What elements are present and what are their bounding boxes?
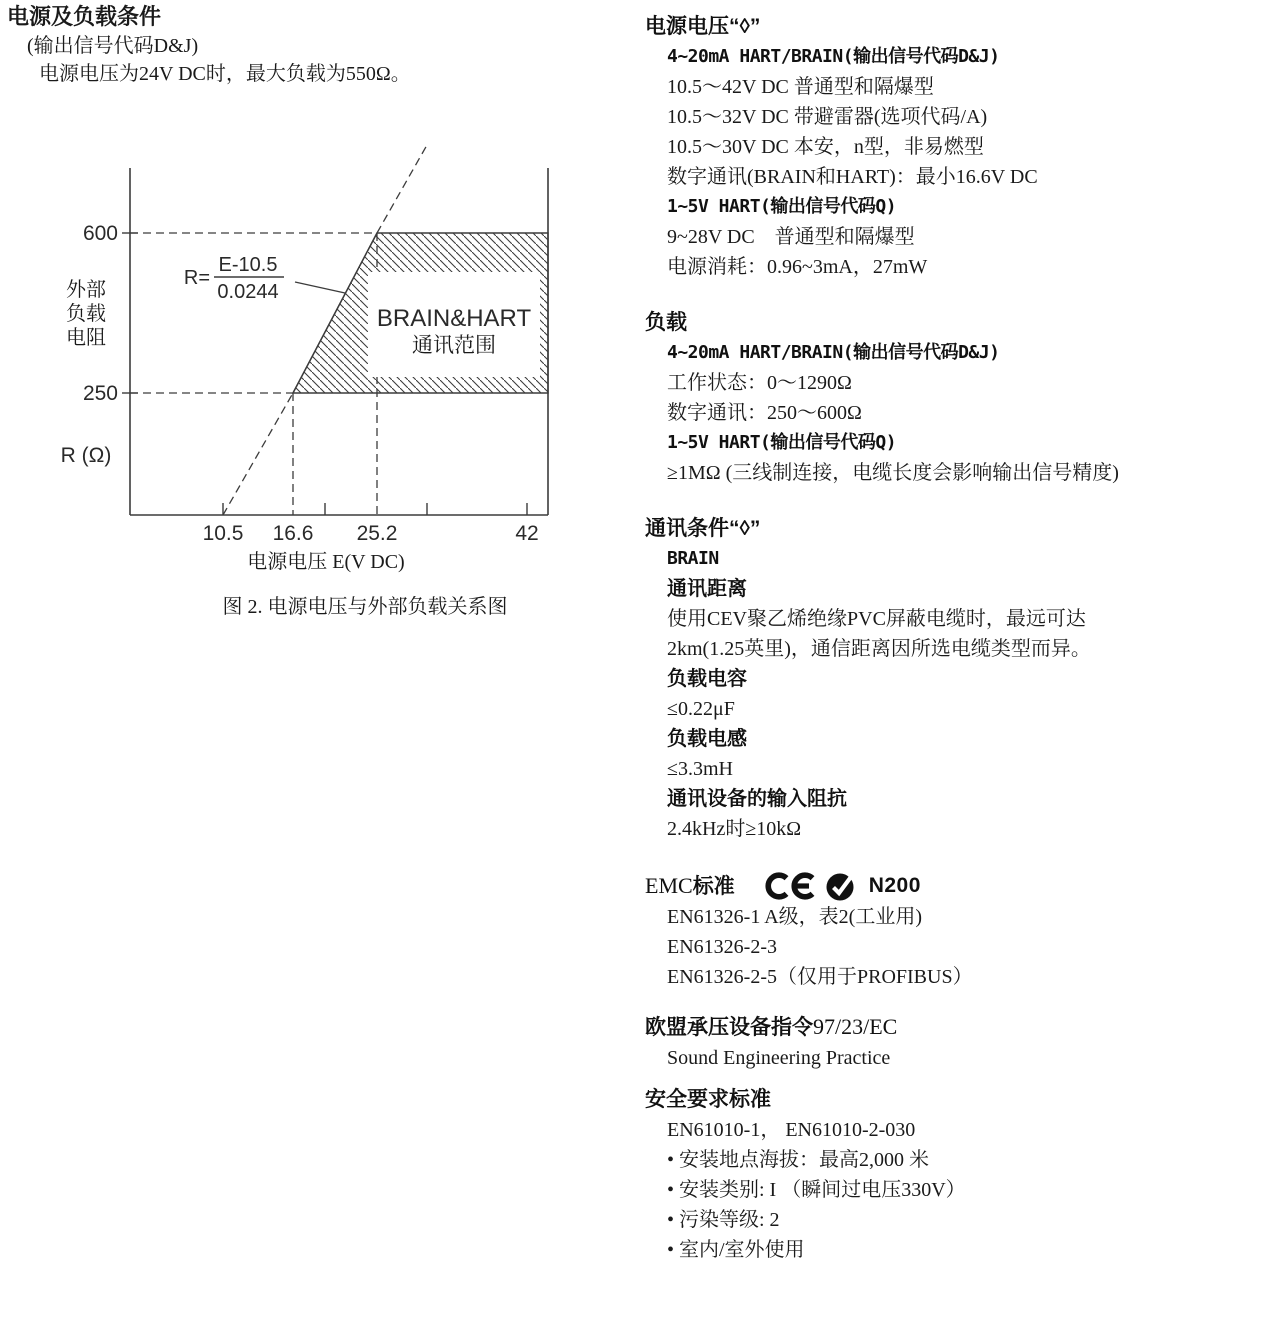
spec-line: 通讯距离 (667, 578, 747, 600)
spec-line: 2.4kHz时≥10kΩ (667, 818, 802, 840)
spec-line: ≤0.22μF (667, 698, 735, 720)
xlabel-25_2: 25.2 (356, 522, 398, 545)
certification-logos (763, 870, 921, 902)
x-axis-label: 电源电压 E(V DC) (247, 551, 405, 573)
section-heading: 负载 (645, 311, 687, 334)
spec-line: 1~5V HART(输出信号代码Q) (667, 432, 897, 453)
spec-line: 工作状态：0～1290Ω (667, 372, 852, 394)
xlabel-16_6: 16.6 (272, 522, 314, 545)
formula-numerator: E-10.5 (218, 254, 278, 276)
rcm-code-label: N200 (868, 874, 921, 897)
emc-heading-cjk: 标准 (692, 874, 735, 898)
chart-svg (0, 140, 600, 625)
section-power-voltage (645, 12, 1257, 282)
y-side-label-1: 外部 (66, 279, 106, 301)
spec-line: 1~5V HART(输出信号代码Q) (667, 196, 897, 217)
formula-pointer-line (295, 282, 345, 293)
spec-line: • 安装地点海拔：最高2,000 米 (667, 1149, 930, 1171)
spec-line: ≥1MΩ (三线制连接，电缆长度会影响输出信号精度) (667, 462, 1119, 484)
figure-caption: 图 2. 电源电压与外部负载关系图 (222, 596, 508, 618)
emc-heading-text (645, 871, 735, 902)
spec-column (645, 12, 1257, 1265)
ylabel-600: 600 (82, 222, 118, 245)
left-max-load-note: 电源电压为24V DC时，最大负载为550Ω。 (39, 63, 411, 85)
spec-line: 通讯设备的输入阻抗 (667, 788, 847, 810)
section-ped (645, 1012, 1257, 1073)
left-output-code-line: (输出信号代码D&J) (27, 35, 199, 57)
spec-line: 负载电容 (667, 668, 747, 690)
xlabel-42: 42 (515, 522, 539, 545)
left-section-heading: 电源及负载条件 (7, 4, 162, 29)
section-communication (645, 514, 1257, 844)
spec-line: 4~20mA HART/BRAIN(输出信号代码D&J) (667, 342, 1000, 363)
emc-heading-latin: EMC (645, 872, 693, 898)
load-vs-voltage-chart (0, 140, 600, 625)
section-emc (645, 870, 1257, 992)
spec-line: • 污染等级: 2 (667, 1209, 780, 1231)
formula-prefix: R= (183, 267, 210, 289)
load-line-upper-dashed (377, 145, 427, 233)
section-heading-ped (645, 1012, 1257, 1043)
ylabel-250: 250 (82, 382, 118, 405)
spec-line: 9~28V DC 普通型和隔爆型 (667, 226, 915, 248)
spec-line: 2km(1.25英里)，通信距离因所选电缆类型而异。 (667, 638, 1091, 660)
ped-heading-latin: 97/23/EC (813, 1014, 898, 1039)
load-line-lower-dashed (223, 393, 293, 515)
y-unit-label: R (Ω) (60, 444, 112, 467)
spec-line: EN61326-2-5（仅用于PROFIBUS） (667, 966, 973, 988)
spec-line: EN61326-1 A级，表2(工业用) (667, 906, 922, 928)
spec-line: 负载电感 (667, 728, 747, 750)
xlabel-10_5: 10.5 (202, 522, 244, 545)
y-side-label-2: 负载 (66, 303, 106, 325)
spec-line: 数字通讯：250～600Ω (667, 402, 862, 424)
spec-line: EN61010-1， EN61010-2-030 (667, 1119, 916, 1141)
rcm-ctick-icon (825, 870, 859, 902)
spec-line: 4~20mA HART/BRAIN(输出信号代码D&J) (667, 46, 1000, 67)
spec-line: • 安装类别: I （瞬间过电压330V） (667, 1179, 966, 1201)
spec-line: 电源消耗：0.96~3mA，27mW (667, 256, 928, 278)
section-safety (645, 1085, 1257, 1265)
formula-denominator: 0.0244 (217, 281, 279, 303)
spec-line: 10.5～42V DC 普通型和隔爆型 (667, 76, 934, 98)
spec-line: 使用CEV聚乙烯绝缘PVC屏蔽电缆时，最远可达 (667, 608, 1086, 630)
spec-line: 10.5～32V DC 带避雷器(选项代码/A) (667, 106, 988, 128)
section-heading-emc (645, 870, 1257, 902)
spec-line: 10.5～30V DC 本安，n型，非易燃型 (667, 136, 984, 158)
ped-heading-cjk: 欧盟承压设备指令 (645, 1016, 813, 1039)
section-heading: 通讯条件“◊” (645, 517, 761, 540)
ce-mark-icon (763, 871, 815, 901)
region-label-line2: 通讯范围 (412, 333, 496, 357)
spec-line: 数字通讯(BRAIN和HART)：最小16.6V DC (667, 166, 1038, 188)
section-heading: 电源电压“◊” (645, 15, 761, 38)
spec-line: Sound Engineering Practice (667, 1047, 891, 1069)
spec-line: BRAIN (667, 548, 719, 569)
spec-line: • 室内/室外使用 (667, 1239, 805, 1261)
y-side-label-3: 电阻 (66, 327, 106, 349)
spec-line: EN61326-2-3 (667, 936, 777, 958)
section-load (645, 308, 1257, 488)
section-heading: 安全要求标准 (645, 1088, 771, 1111)
region-label-line1: BRAIN&HART (376, 305, 532, 332)
spec-line: ≤3.3mH (667, 758, 733, 780)
